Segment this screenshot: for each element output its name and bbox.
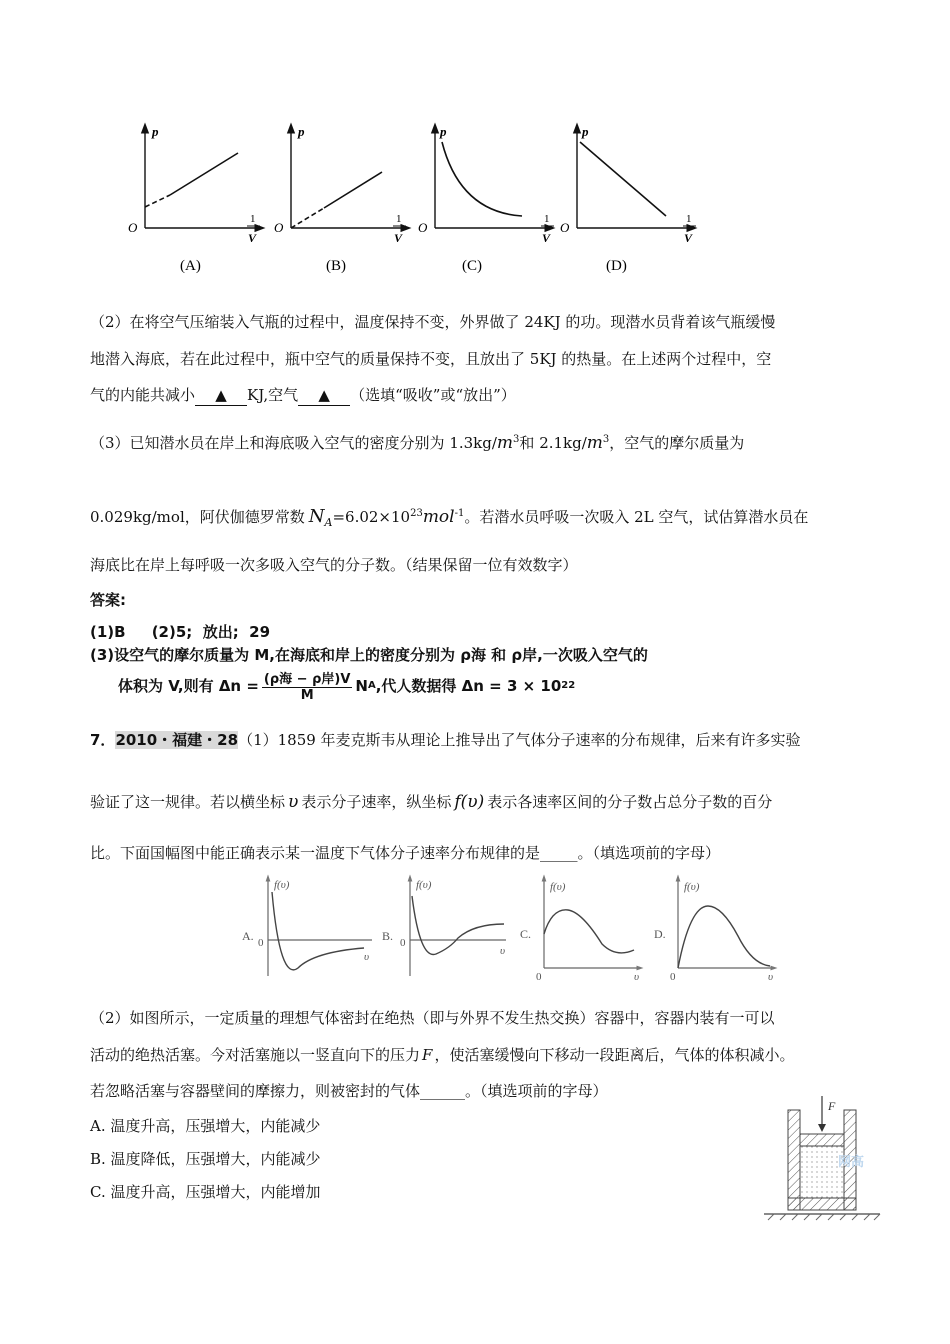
q3-line1: （3）已知潜水员在岸上和海底吸入空气的密度分别为 $1.3kg/m^3$和 $2.1kg/m^3$，空气的摩尔质量为 (90, 433, 745, 453)
answer-row-3: 体积为 V,则有 Δn = (ρ海 − ρ岸)V M N A ,代人数据得 Δn = 3 × 10 22 (118, 668, 575, 703)
option-a: A. 温度升高，压强增大，内能减少 (90, 1117, 321, 1135)
piston-container-figure (760, 1090, 885, 1225)
svg-text:p: p (440, 124, 447, 139)
dist-graph-b (410, 878, 506, 976)
svg-text:C.: C. (520, 927, 532, 941)
answer-row-2: (3)设空气的摩尔质量为 M,在海底和岸上的密度分别为 ρ海 和 ρ岸,一次吸入空气的 (90, 646, 648, 664)
q7-line2: 验证了这一规律。若以横坐标 υ 表示分子速率，纵坐标 f(υ) 表示各速率区间的分子数占总分子数的百分 (90, 792, 773, 812)
q2-line2: 地潜入海底，若在此过程中，瓶中空气的质量保持不变，且放出了 5KJ 的热量。在上述两个过程中，空 (90, 350, 772, 368)
answer-blank-2[interactable]: ▲ (298, 385, 350, 406)
svg-text:υ: υ (768, 971, 774, 983)
svg-text:0: 0 (258, 937, 264, 949)
svg-text:V: V (394, 231, 403, 245)
graph-label: (A) (180, 258, 201, 274)
q3-line3: 海底比在岸上每呼吸一次多吸入空气的分子数。（结果保留一位有效数字） (90, 556, 578, 574)
pv-graph-c (418, 124, 554, 274)
pv-graph-d (560, 124, 696, 274)
answer-blank-1[interactable]: ▲ (195, 385, 247, 406)
svg-text:f(υ): f(υ) (416, 879, 432, 891)
svg-text:O: O (418, 220, 428, 235)
q3-line2: 0.029kg/mol，阿伏伽德罗常数 $N_A=6.02\times 10^{23}mol^{-1}$。若潜水员呼吸一次吸入 2L 空气，试估算潜水员在 (90, 506, 809, 529)
svg-text:1: 1 (544, 213, 550, 225)
svg-text:f(υ): f(υ) (684, 881, 700, 893)
svg-text:0: 0 (400, 937, 406, 949)
q7b-line3: 若忽略活塞与容器壁间的摩擦力，则被密封的气体______。（填选项前的字母） (90, 1082, 608, 1100)
svg-text:D.: D. (654, 927, 666, 941)
svg-text:p: p (582, 124, 589, 139)
svg-text:A.: A. (242, 929, 254, 943)
option-b: B. 温度降低，压强增大，内能减少 (90, 1150, 321, 1168)
svg-text:(D): (D) (606, 258, 627, 274)
svg-text:1: 1 (396, 213, 402, 225)
watermark: 网高 (838, 1154, 865, 1169)
q2-line1: （2）在将空气压缩装入气瓶的过程中，温度保持不变，外界做了 24KJ 的功。现潜水员背着该气瓶缓慢 (90, 313, 776, 331)
svg-text:f(υ): f(υ) (550, 881, 566, 893)
svg-text:B.: B. (382, 929, 394, 943)
answer-row-1: (1)B (2)5; 放出; 29 (90, 623, 271, 641)
svg-text:p: p (298, 124, 305, 139)
svg-text:f(υ): f(υ) (274, 879, 290, 891)
svg-text:(B): (B) (326, 258, 346, 274)
answer-label: 答案: (90, 591, 126, 609)
svg-text:υ: υ (634, 971, 640, 983)
q7b-line1: （2）如图所示，一定质量的理想气体密封在绝热（即与外界不发生热交换）容器中，容器内装有一可以 (90, 1009, 775, 1027)
svg-text:F: F (828, 1099, 836, 1113)
axis-p: p (152, 124, 159, 139)
svg-text:O: O (274, 220, 284, 235)
q7b-line2: 活动的绝热活塞。今对活塞施以一竖直向下的压力 F ，使活塞缓慢向下移动一段距离后，气体的体积减小。 (90, 1046, 795, 1064)
q7-line3: 比。下面国幅图中能正确表示某一温度下气体分子速率分布规律的是_____。（填选项前的字母） (90, 844, 721, 862)
svg-text:V: V (248, 231, 257, 245)
svg-text:0: 0 (536, 971, 542, 983)
svg-text:υ: υ (500, 945, 506, 957)
svg-text:(C): (C) (462, 258, 482, 274)
option-c: C. 温度升高，压强增大，内能增加 (90, 1183, 321, 1201)
svg-text:V: V (684, 231, 693, 245)
svg-text:O: O (560, 220, 570, 235)
source-tag: 2010・福建・28 (115, 731, 239, 749)
svg-text:1: 1 (686, 213, 692, 225)
q2-line3: 气的内能共减小 ▲ KJ,空气 ▲ （选填“吸收”或“放出”） (90, 386, 516, 404)
svg-text:υ: υ (364, 951, 370, 963)
q7-line1: 7．2010・福建・28（1）1859 年麦克斯韦从理论上推导出了气体分子速率的分布规律，后来有许多实验 (90, 731, 801, 749)
dist-graph-a (268, 878, 372, 976)
pv-graph-b (274, 124, 406, 274)
svg-text:V: V (542, 231, 551, 245)
origin-label: O (128, 220, 138, 235)
pv-graphs (110, 120, 730, 280)
svg-text:0: 0 (670, 971, 676, 983)
svg-text:1: 1 (250, 213, 256, 225)
distribution-graphs (236, 872, 796, 984)
pv-graph-a (128, 124, 260, 274)
